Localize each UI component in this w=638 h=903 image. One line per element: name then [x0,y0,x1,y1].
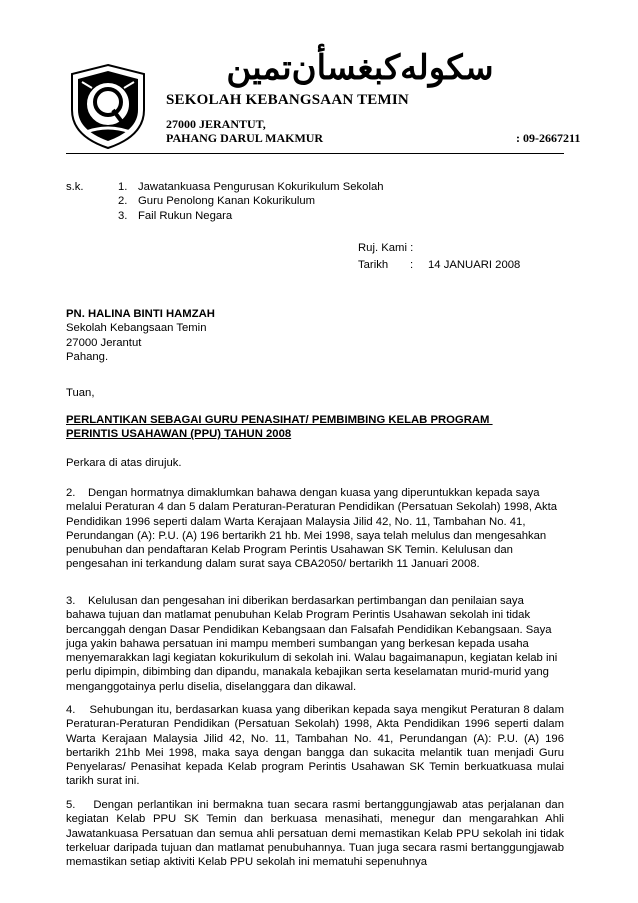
addressee-line: 27000 Jerantut [66,336,142,349]
addressee-block [66,307,215,364]
address-line-2: PAHANG DARUL MAKMUR [166,131,324,145]
school-crest-logo [66,62,150,150]
reference-block [358,241,520,273]
ruj-label: Ruj. Kami : [358,242,414,254]
school-name: SEKOLAH KEBANGSAAN TEMIN [166,92,409,108]
sk-label: s.k. [66,181,84,193]
jawi-school-name: سكوله‌كبغسأن‌تمين [226,48,494,88]
salutation: Tuan, [66,387,95,399]
school-phone [484,131,580,146]
school-address [166,117,323,145]
phone-number: : 09-2667211 [516,131,581,145]
letterhead-divider [66,153,564,154]
tarikh-separator: : [410,259,414,272]
addressee-name: PN. HALINA BINTI HAMZAH [66,308,215,320]
paragraph-4: 4. Sehubungan itu, berdasarkan kuasa yang diberikan kepada saya mengikut Peraturan 8 dalam Peraturan-Peraturan Pendidikan (Persatuan Sekolah) 1998, Akta Pendidikan 1996 seperti dalam Warta Kerajaan Malaysia Jilid 42, No. 11, Tambahan No. 41, Perundangan (A): P.U. (A) 196 bertarikh 21hb Mei 1998, maka saya dengan bangga dan sukacita melantik tuan menjadi Guru Penyelaras/ Penasihat kepada Kelab program Perintis Usahawan SK Temin berkuatkuasa mulai tarikh surat ini. [66,704,568,788]
subject-line: PERINTIS USAHAWAN (PPU) TAHUN 2008 [66,428,292,441]
addressee-line: Pahang. [66,350,109,363]
subject-line: PERLANTIKAN SEBAGAI GURU PENASIHAT/ PEMBIMBING KELAB PROGRAM [66,414,493,426]
sk-item: 3. Fail Rukun Negara [118,209,233,222]
sk-list [118,180,384,223]
paragraph-5: 5. Dengan perlantikan ini bermakna tuan secara rasmi bertanggungjawab atas perjalanan dan kegiatan Kelab PPU SK Temin dan berkuasa menasihati, menegur dan mengarahkan Ahli Jawatankuasa Persatuan dan semua ahli persatuan demi memastikan Kelab PPU sekolah ini tidak terkeluar daripada tujuan dan matlamat penubuhannya. Tuan juga secara rasmi bertanggungjawab memastikan setiap aktiviti Kelab PPU sekolah ini mematuhi sepenuhnya [66,799,568,869]
paragraph-2: 2. Dengan hormatnya dimaklumkan bahawa dengan kuasa yang diperuntukkan kepada saya melalui Peraturan 4 dan 5 dalam Peraturan-Peraturan Pendidikan (Persatuan Sekolah) 1998, Akta Pendidikan 1996 seperti dalam Warta Kerajaan Malaysia Jilid 42, No. 11, Tambahan No. 41, Perundangan (A): P.U. (A) 196 bertarikh 21 hb. Mei 1998, saya telah melulus dan mengesahkan penubuhan dan pendaftaran Kelab Program Perintis Usahawan SK Temin. Kelulusan dan pengesahan ini terkandung dalam surat saya CBA2050/ bertarikh 11 Januari 2008. [66,487,561,571]
tarikh-label: Tarikh [358,259,389,272]
intro-paragraph: Perkara di atas dirujuk. [66,457,182,469]
sk-item: 1. Jawatankuasa Pengurusan Kokurikulum Sekolah [118,181,384,193]
paragraph-3: 3. Kelulusan dan pengesahan ini diberikan berdasarkan pertimbangan dan penilaian saya bahawa tujuan dan matlamat penubuhan Kelab Program Perintis Usahawan sekolah ini tidak bercanggah dengan Dasar Pendidikan Kebangsaan dan Falsafah Pendidikan Kebangsaan. Saya juga yakin bahawa persatuan ini mampu memberi sumbangan yang berkesan kepada usaha menyemarakkan lagi kegiatan kokurikulum di sekolah ini. Walau bagaimanapun, kegiatan kelab ini perlu dipimpin, dibimbing dan dipandu, manakala kebajikan serta keselamatan murid-murid yang menganggotainya perlu diselia, diselanggara dan dikawal. [66,595,561,693]
address-line-1: 27000 JERANTUT, [166,117,266,131]
subject-heading [66,413,564,442]
addressee-line: Sekolah Kebangsaan Temin [66,322,207,335]
sk-item: 2. Guru Penolong Kanan Kokurikulum [118,195,316,208]
tarikh-value: 14 JANUARI 2008 [428,259,521,272]
